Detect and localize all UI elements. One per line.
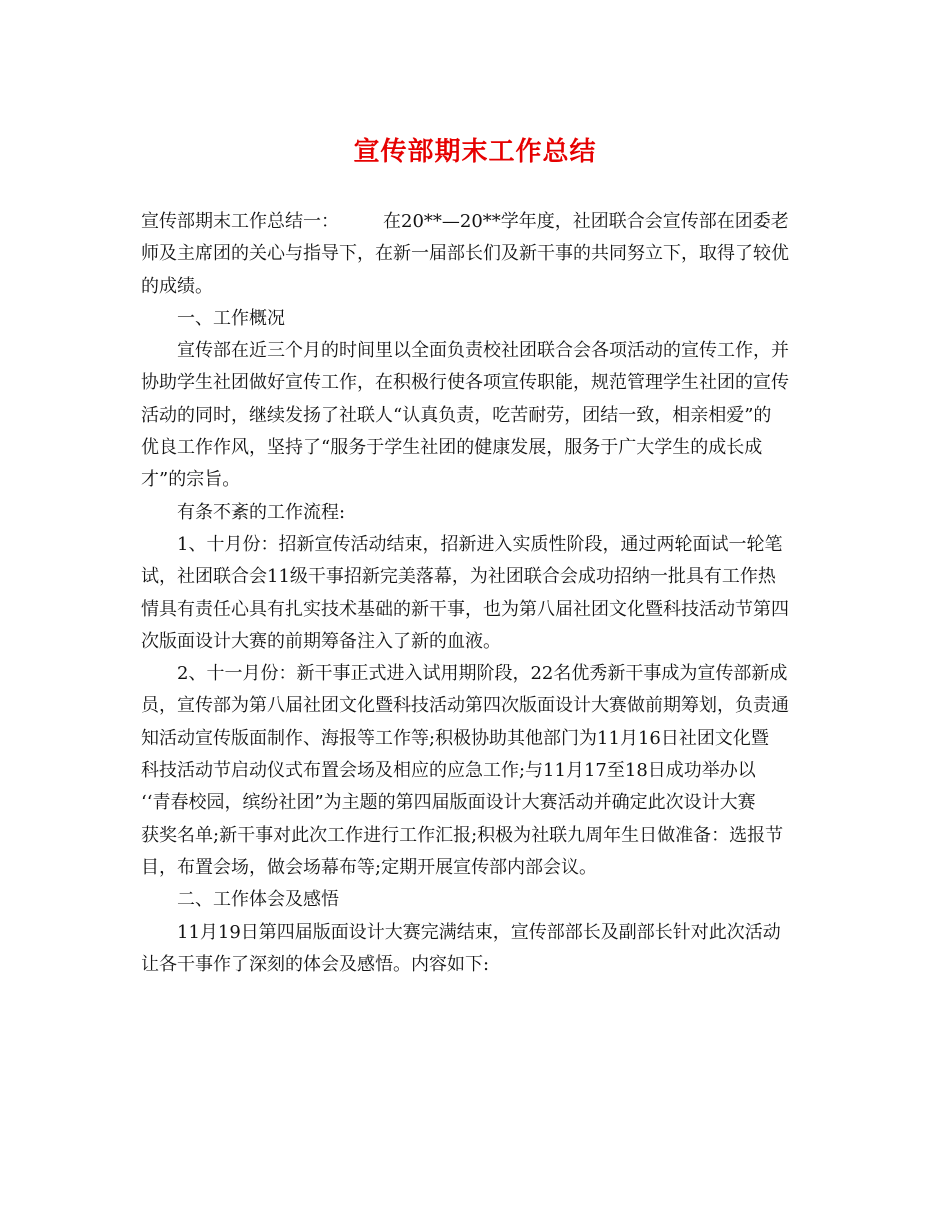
- paragraph-line: 目，布置会场，做会场幕布等;定期开展宣传部内部会议。: [141, 856, 598, 878]
- paragraph-line: 2、十一月份：新干事正式进入试用期阶段，22名优秀新干事成为宣传部新成: [177, 663, 788, 685]
- paragraph-line: ‘‘青春校园，缤纷社团”为主题的第四届版面设计大赛活动并确定此次设计大赛: [141, 792, 756, 814]
- document-body: [141, 206, 811, 981]
- paragraph-line: 宣传部在近三个月的时间里以全面负责校社团联合会各项活动的宣传工作，并: [177, 340, 789, 362]
- paragraph-line: 优良工作作风，坚持了“服务于学生社团的健康发展，服务于广大学生的成长成: [141, 437, 763, 459]
- subheading: 有条不紊的工作流程:: [177, 501, 346, 523]
- paragraph-line: 协助学生社团做好宣传工作，在积极行使各项宣传职能，规范管理学生社团的宣传: [141, 372, 789, 394]
- paragraph-line: 1、十月份：招新宣传活动结束，招新进入实质性阶段，通过两轮面试一轮笔: [177, 533, 783, 555]
- section-heading: 二、工作体会及感悟: [177, 889, 339, 911]
- document-title: 宣传部期末工作总结: [353, 137, 597, 167]
- section-heading: 一、工作概况: [177, 307, 285, 329]
- paragraph-line: 让各干事作了深刻的体会及感悟。内容如下:: [141, 953, 490, 975]
- paragraph-line: 才”的宗旨。: [141, 469, 241, 491]
- paragraph-line: 次版面设计大赛的前期筹备注入了新的血液。: [141, 630, 501, 652]
- paragraph-line: 获奖名单;新干事对此次工作进行工作汇报;积极为社联九周年生日做准备：选报节: [141, 824, 784, 846]
- paragraph-line: 情具有责任心具有扎实技术基础的新干事，也为第八届社团文化暨科技活动节第四: [141, 598, 789, 620]
- intro-lead: 宣传部期末工作总结一：: [141, 211, 339, 232]
- paragraph-line: 11月19日第四届版面设计大赛完满结束，宣传部部长及副部长针对此次活动: [177, 921, 781, 943]
- paragraph-line: 知活动宣传版面制作、海报等工作等;积极协助其他部门为11月16日社团文化暨: [141, 727, 769, 749]
- paragraph-line: 师及主席团的关心与指导下，在新一届部长们及新干事的共同努立下，取得了较优: [141, 243, 789, 265]
- paragraph-line: [141, 206, 811, 238]
- paragraph-line: 活动的同时，继续发扬了社联人“认真负责，吃苦耐劳，团结一致，相亲相爱”的: [141, 404, 772, 426]
- paragraph-line: 员，宣传部为第八届社团文化暨科技活动第四次版面设计大赛做前期筹划，负责通: [141, 695, 789, 717]
- paragraph-line: 科技活动节启动仪式布置会场及相应的应急工作;与11月17至18日成功举办以: [141, 760, 756, 782]
- paragraph-text: 在20**—20**学年度，社团联合会宣传部在团委老: [383, 211, 789, 232]
- paragraph-line: 的成绩。: [141, 275, 213, 297]
- paragraph-line: 试，社团联合会11级干事招新完美落幕，为社团联合会成功招纳一批具有工作热: [141, 566, 776, 588]
